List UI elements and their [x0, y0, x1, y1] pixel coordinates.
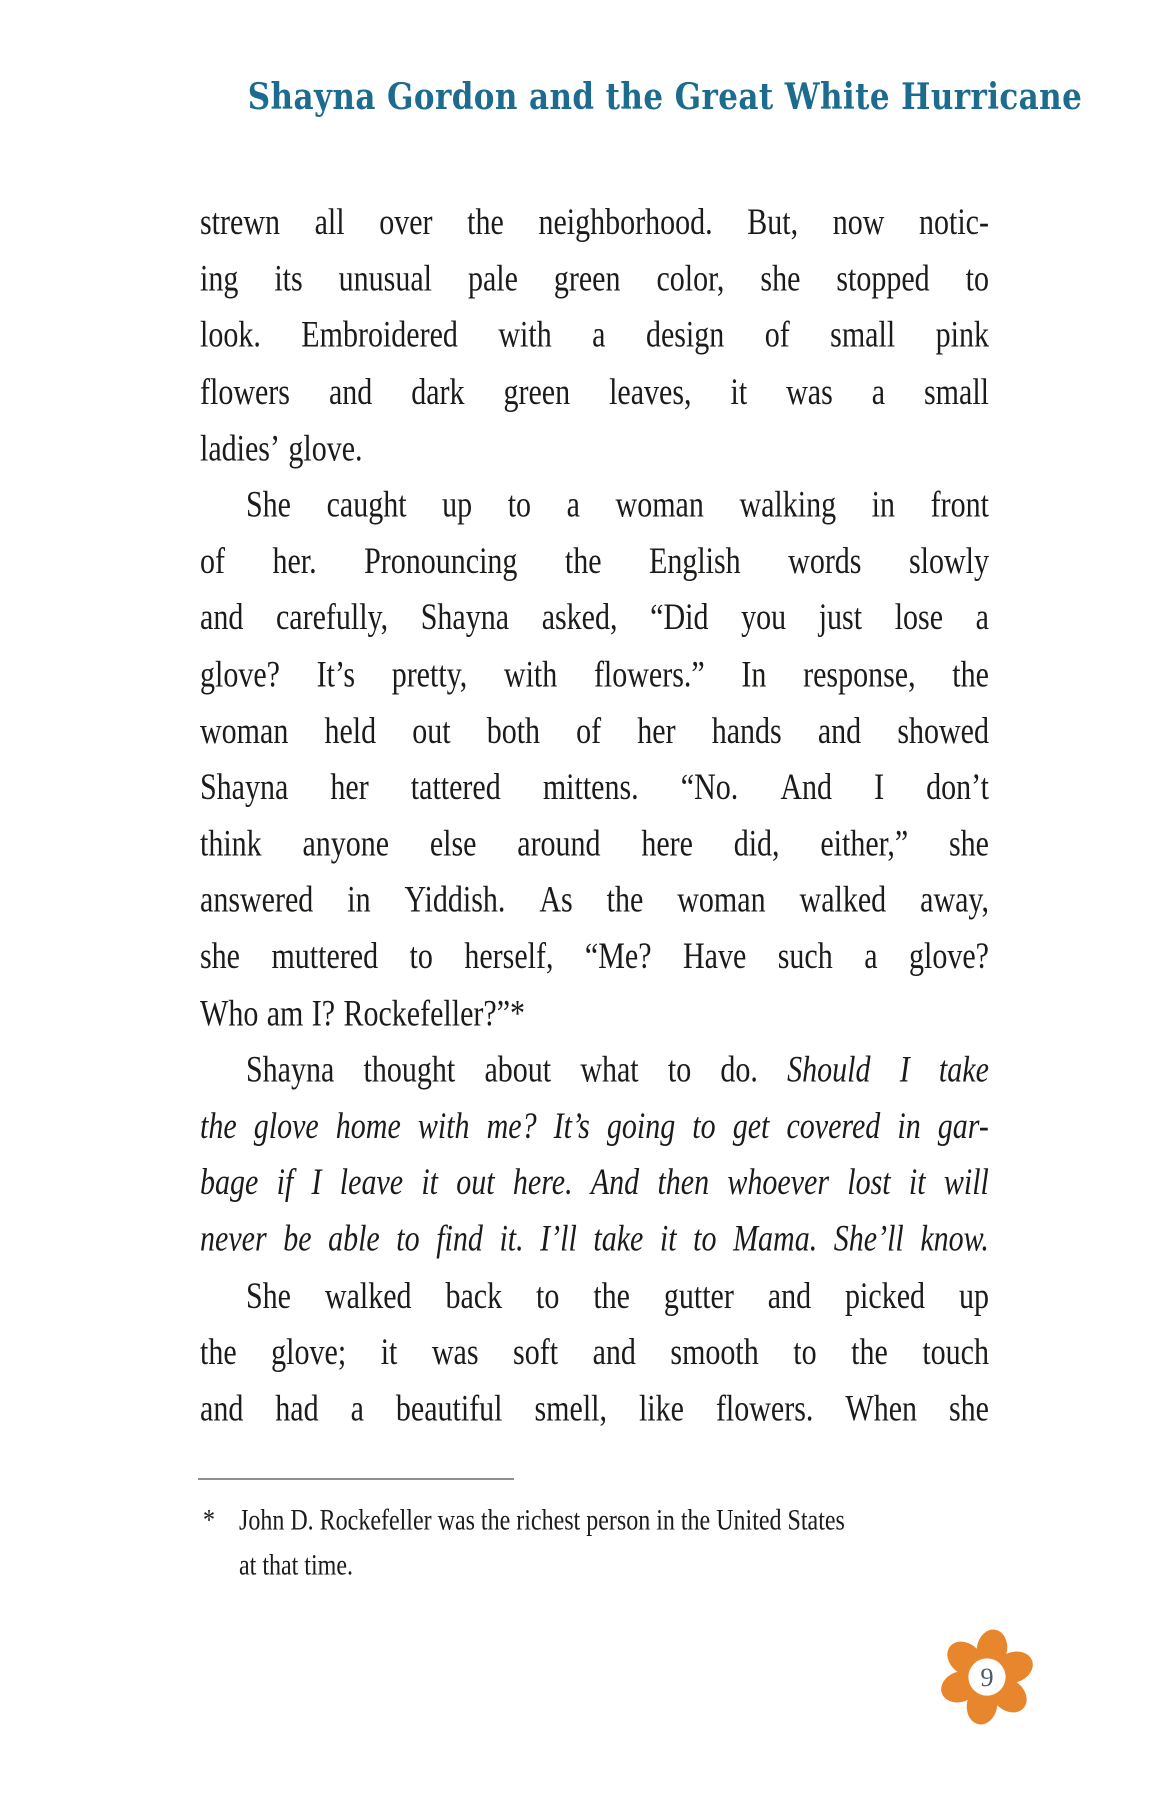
word: don’t	[926, 766, 989, 808]
word: woman	[677, 879, 766, 921]
word: lose	[894, 596, 944, 639]
word: It’s	[316, 653, 355, 695]
word: Mama.	[733, 1218, 818, 1260]
word: to	[409, 935, 433, 978]
text-line	[200, 985, 989, 1041]
page-number: 9	[980, 1661, 994, 1692]
word: touch	[922, 1331, 989, 1373]
word: leaves,	[609, 370, 692, 413]
word: It’s	[553, 1105, 590, 1147]
text-line	[200, 533, 989, 589]
word: to	[536, 1274, 560, 1316]
word: find	[436, 1218, 483, 1260]
word: anyone	[302, 822, 390, 865]
word: she	[949, 822, 989, 865]
word: all	[314, 201, 345, 243]
footnote-line: at that time.	[239, 1549, 353, 1582]
word: it	[421, 1161, 439, 1203]
word: the	[467, 201, 504, 243]
word: English	[649, 540, 741, 582]
word: pale	[467, 257, 518, 300]
word: mittens.	[542, 766, 639, 808]
word: Pronouncing	[364, 540, 518, 582]
word: In	[741, 653, 767, 695]
word: was	[786, 370, 833, 413]
word: As	[539, 879, 573, 921]
word: flowers.	[715, 1387, 814, 1429]
word: I	[899, 1048, 910, 1091]
word: a	[975, 596, 989, 639]
word: to	[667, 1048, 692, 1091]
word: held	[324, 709, 377, 752]
word: over	[379, 201, 433, 243]
word: walked	[324, 1274, 412, 1316]
word: picked	[845, 1274, 926, 1316]
footnote-rule	[198, 1478, 514, 1480]
word: it.	[499, 1218, 524, 1260]
word: Who	[200, 992, 259, 1034]
word: “Me?	[584, 935, 652, 978]
word: Rockefeller?”*	[343, 992, 526, 1034]
word: and	[767, 1274, 812, 1316]
word: was	[431, 1331, 479, 1373]
word: color,	[656, 257, 725, 300]
word: “Did	[650, 596, 709, 639]
word: to	[692, 1105, 716, 1147]
word: thought	[363, 1048, 456, 1091]
word: know.	[920, 1218, 989, 1260]
word: Shayna	[246, 1048, 335, 1091]
word: She’ll	[833, 1218, 904, 1260]
word: in	[871, 483, 896, 526]
word: up	[958, 1274, 989, 1316]
word: showed	[897, 709, 989, 752]
word: it	[380, 1331, 398, 1373]
word: green	[553, 257, 621, 300]
word: Have	[683, 935, 747, 978]
word: she	[949, 1387, 989, 1429]
body-text	[200, 194, 989, 1437]
word: And	[590, 1161, 640, 1203]
word: out	[456, 1161, 495, 1203]
word: and	[200, 596, 244, 639]
word: slowly	[908, 540, 989, 582]
word: woman	[200, 709, 289, 752]
word: walked	[799, 879, 887, 921]
footnote-line: John D. Rockefeller was the richest person in the United States	[239, 1504, 845, 1537]
word: with	[417, 1105, 470, 1147]
word: a	[864, 935, 878, 978]
word: to	[793, 1331, 817, 1373]
text-line	[200, 194, 989, 250]
text-line	[200, 589, 989, 645]
word: away,	[920, 879, 989, 921]
word: her	[637, 709, 676, 752]
word: the	[200, 1105, 237, 1147]
word: When	[845, 1387, 918, 1429]
word: here	[641, 822, 693, 865]
footnote-lines	[239, 1498, 992, 1588]
text-line	[200, 1154, 989, 1210]
word: to	[507, 483, 532, 526]
word: glove;	[271, 1331, 347, 1373]
word: of	[764, 314, 790, 356]
word: response,	[803, 653, 916, 695]
word: She	[246, 1274, 291, 1316]
word: do.	[720, 1048, 758, 1091]
word: I	[874, 766, 885, 808]
word: caught	[326, 483, 407, 526]
word: it	[730, 370, 748, 413]
word: a	[350, 1387, 364, 1429]
word: And	[780, 766, 832, 808]
word: if	[276, 1161, 294, 1203]
word: of	[200, 540, 225, 582]
word: about	[484, 1048, 552, 1091]
word: Shayna	[420, 596, 510, 639]
word: to	[965, 257, 989, 300]
word: like	[638, 1387, 684, 1429]
word: back	[445, 1274, 503, 1316]
word: her.	[272, 540, 317, 582]
word: front	[930, 483, 989, 526]
word: But,	[747, 201, 799, 243]
text-line	[200, 815, 989, 871]
word: with	[498, 314, 552, 356]
word: did,	[733, 822, 780, 865]
word: answered	[200, 879, 314, 921]
word: covered	[786, 1105, 881, 1147]
footnote-marker: *	[203, 1504, 215, 1537]
word: dark	[411, 370, 465, 413]
word: small	[924, 370, 989, 413]
text-line	[200, 307, 989, 363]
word: woman	[615, 483, 704, 526]
word: Embroidered	[301, 314, 458, 356]
footnote	[200, 1498, 992, 1588]
word: the	[606, 879, 644, 921]
word: flowers	[200, 370, 290, 413]
word: with	[503, 653, 558, 695]
word: lost	[847, 1161, 891, 1203]
word: ladies’	[200, 427, 280, 469]
text-line	[200, 1098, 989, 1154]
word: small	[830, 314, 896, 356]
word: look.	[200, 314, 261, 356]
word: and	[328, 370, 373, 413]
word: unusual	[338, 257, 432, 300]
word: it	[908, 1161, 926, 1203]
word: asked,	[541, 596, 618, 639]
text-line	[200, 250, 989, 306]
word: pretty,	[391, 653, 468, 695]
word: and	[200, 1387, 244, 1429]
word: to	[693, 1218, 717, 1260]
word: the	[593, 1274, 630, 1316]
word: ing	[200, 257, 239, 300]
word: tattered	[410, 766, 501, 808]
text-line	[200, 1267, 989, 1323]
word: design	[645, 314, 725, 356]
text-line	[200, 928, 989, 984]
word: just	[818, 596, 863, 639]
word: in	[897, 1105, 921, 1147]
word: glove.	[288, 427, 363, 469]
word: bage	[200, 1161, 259, 1203]
word: to	[396, 1218, 420, 1260]
text-line	[200, 1041, 989, 1097]
word: had	[275, 1387, 319, 1429]
text-line	[200, 476, 989, 532]
word: of	[576, 709, 602, 752]
word: now	[832, 201, 885, 243]
word: it	[659, 1218, 677, 1260]
text-line	[200, 702, 989, 758]
word: notic-	[919, 201, 989, 243]
word: her	[330, 766, 369, 808]
word: glove?	[200, 653, 280, 695]
word: will	[943, 1161, 989, 1203]
word: muttered	[271, 935, 379, 978]
word: she	[200, 935, 240, 978]
text-line	[200, 759, 989, 815]
word: I?	[311, 992, 336, 1034]
word: strewn	[200, 201, 280, 243]
word: soft	[513, 1331, 559, 1373]
word: think	[200, 822, 262, 865]
word: else	[429, 822, 477, 865]
word: what	[580, 1048, 639, 1091]
word: flowers.”	[593, 653, 705, 695]
word: neighborhood.	[538, 201, 713, 243]
word: glove?	[908, 935, 989, 978]
running-head-title: Shayna Gordon and the Great White Hurricane	[247, 76, 1083, 119]
word: Should	[787, 1048, 871, 1091]
word: be	[283, 1218, 312, 1260]
word: green	[503, 370, 571, 413]
word: both	[486, 709, 541, 752]
word: up	[442, 483, 473, 526]
word: I’ll	[540, 1218, 577, 1260]
word: words	[788, 540, 862, 582]
word: the	[851, 1331, 888, 1373]
word: am	[266, 992, 304, 1034]
word: the	[564, 540, 602, 582]
word: and	[592, 1331, 636, 1373]
word: gutter	[663, 1274, 734, 1316]
word: carefully,	[275, 596, 389, 639]
word: in	[347, 879, 371, 921]
word: beautiful	[395, 1387, 503, 1429]
text-line	[200, 363, 989, 419]
word: hands	[711, 709, 782, 752]
text-line	[200, 1380, 989, 1436]
word: Shayna	[200, 766, 289, 808]
word: around	[517, 822, 601, 865]
word: stopped	[836, 257, 930, 300]
flower-icon	[938, 1628, 1036, 1726]
text-line	[200, 646, 989, 702]
word: never	[200, 1218, 267, 1260]
word: she	[760, 257, 801, 300]
word: gar-	[937, 1105, 989, 1147]
word: me?	[486, 1105, 537, 1147]
text-line	[200, 420, 989, 476]
word: walking	[739, 483, 837, 526]
word: smooth	[670, 1331, 759, 1373]
word: able	[328, 1218, 380, 1260]
word: whoever	[727, 1161, 830, 1203]
word: and	[817, 709, 862, 752]
word: smell,	[534, 1387, 607, 1429]
word: either,”	[820, 822, 909, 865]
word: take	[938, 1048, 989, 1091]
word: a	[566, 483, 580, 526]
word: take	[593, 1218, 644, 1260]
word: going	[606, 1105, 676, 1147]
text-line	[200, 1211, 989, 1267]
word: She	[246, 483, 291, 526]
word: out	[412, 709, 451, 752]
text-line	[200, 1324, 989, 1380]
text-line	[200, 872, 989, 928]
word: herself,	[464, 935, 554, 978]
word: the	[952, 653, 989, 695]
word: leave	[339, 1161, 404, 1203]
word: Yiddish.	[404, 879, 506, 921]
word: here.	[512, 1161, 573, 1203]
word: the	[200, 1331, 237, 1373]
word: glove	[253, 1105, 319, 1147]
word: “No.	[680, 766, 739, 808]
word: I	[311, 1161, 322, 1203]
word: such	[777, 935, 833, 978]
word: home	[335, 1105, 401, 1147]
word: you	[741, 596, 787, 639]
word: a	[592, 314, 606, 356]
word: pink	[935, 314, 989, 356]
word: a	[871, 370, 886, 413]
word: its	[274, 257, 303, 300]
word: then	[657, 1161, 710, 1203]
word: get	[732, 1105, 770, 1147]
